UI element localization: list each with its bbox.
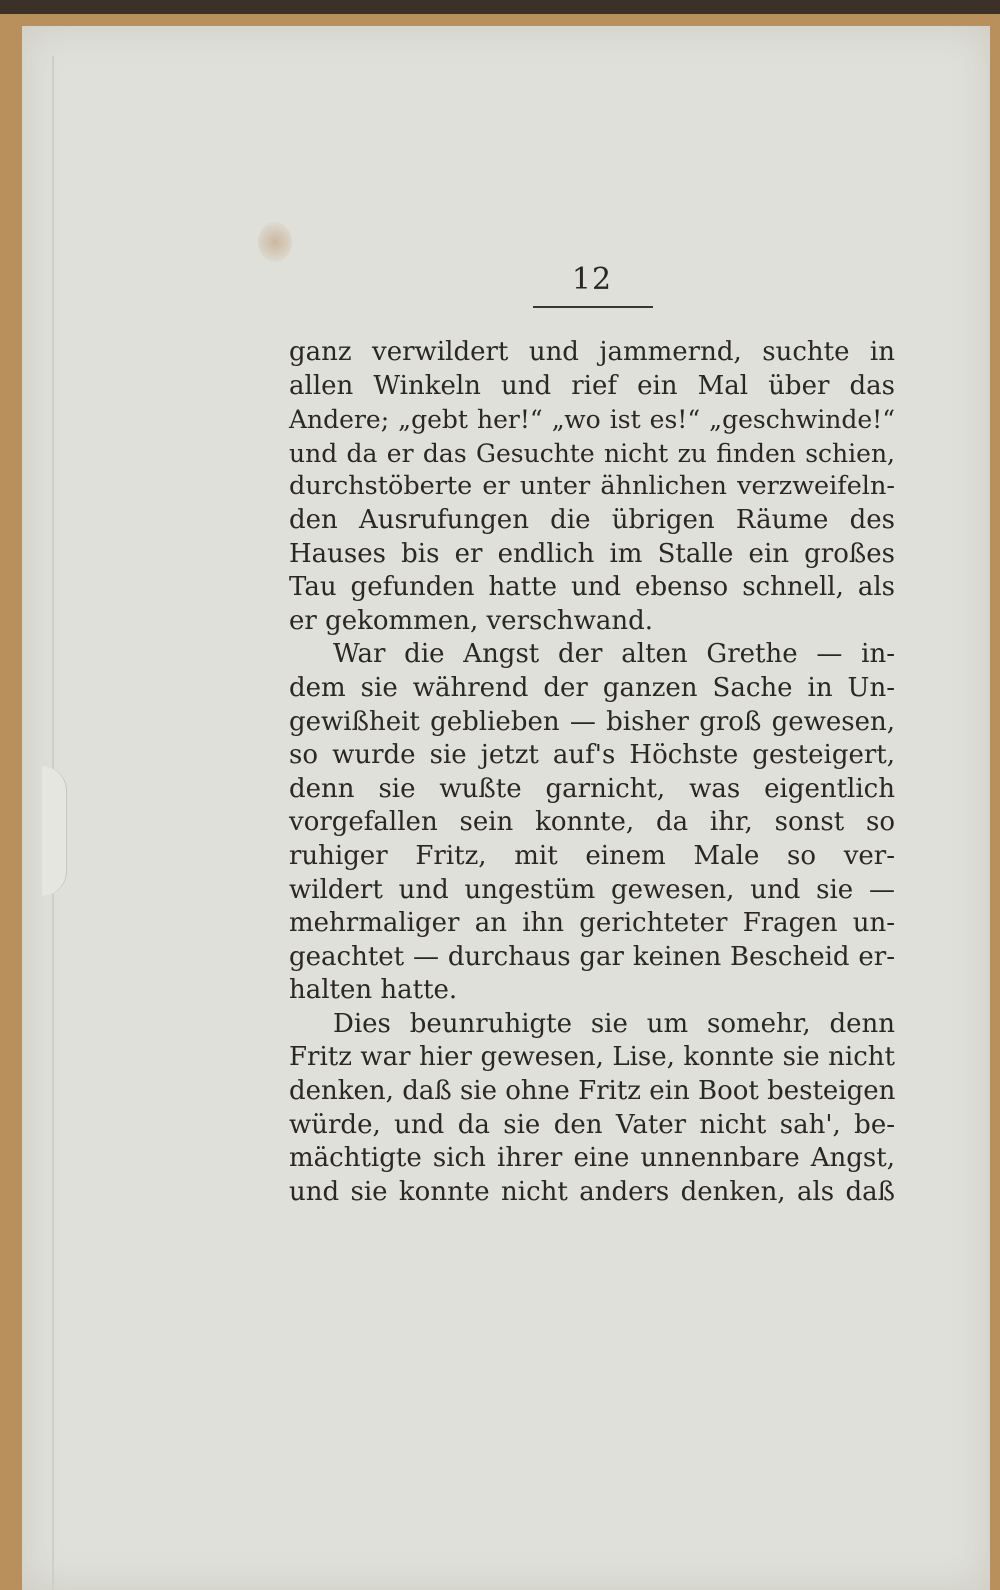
text-line: den Ausrufungen die übrigen Räume des: [289, 504, 895, 535]
page-number-rule: [533, 306, 653, 308]
text-line: mächtigte sich ihrer eine unnennbare Angst,: [289, 1143, 895, 1174]
text-line: gewißheit geblieben — bisher groß gewesen,: [289, 706, 895, 737]
text-line: ganz verwildert und jammernd, suchte in: [289, 337, 895, 367]
text-line: er gekommen, verschwand.: [289, 605, 654, 636]
text-line: Fritz war hier gewesen, Lise, konnte sie nicht: [289, 1042, 895, 1073]
text-line: durchstöberte er unter ähnlichen verzweifeln-: [289, 471, 895, 502]
text-line: allen Winkeln und rief ein Mal über das: [289, 370, 895, 401]
text-line: würde, und da sie den Vater nicht sah', be-: [289, 1109, 895, 1140]
text-line: denken, daß sie ohne Fritz ein Boot besteigen: [289, 1076, 896, 1107]
text-line: Hauses bis er endlich im Stalle ein großes: [289, 538, 895, 569]
paper-stain: [258, 222, 292, 262]
text-line: dem sie während der ganzen Sache in Un-: [289, 672, 895, 703]
page-edge-notch: [42, 766, 67, 896]
text-line: War die Angst der alten Grethe — in-: [333, 639, 895, 670]
text-line: geachtet — durchaus gar keinen Bescheid er-: [289, 941, 895, 972]
page-number: 12: [571, 262, 613, 297]
text-line: Tau gefunden hatte und ebenso schnell, als: [289, 572, 895, 603]
text-line: halten hatte.: [289, 975, 458, 1006]
text-line: Andere; „gebt her!“ „wo ist es!“ „geschwinde!“: [289, 405, 895, 435]
text-line: denn sie wußte garnicht, was eigentlich: [289, 773, 895, 804]
text-line: vorgefallen sein konnte, da ihr, sonst so: [289, 807, 895, 838]
text-line: wildert und ungestüm gewesen, und sie —: [289, 874, 895, 905]
text-line: und sie konnte nicht anders denken, als daß: [289, 1176, 895, 1207]
text-line: und da er das Gesuchte nicht zu finden schien,: [289, 438, 895, 468]
text-line: ruhiger Fritz, mit einem Male so ver-: [289, 840, 895, 871]
body-text: [289, 336, 895, 1209]
text-line: Dies beunruhigte sie um somehr, denn: [333, 1008, 895, 1039]
text-line: mehrmaliger an ihn gerichteter Fragen un-: [289, 908, 895, 939]
text-line: so wurde sie jetzt auf's Höchste gesteigert,: [289, 740, 895, 771]
